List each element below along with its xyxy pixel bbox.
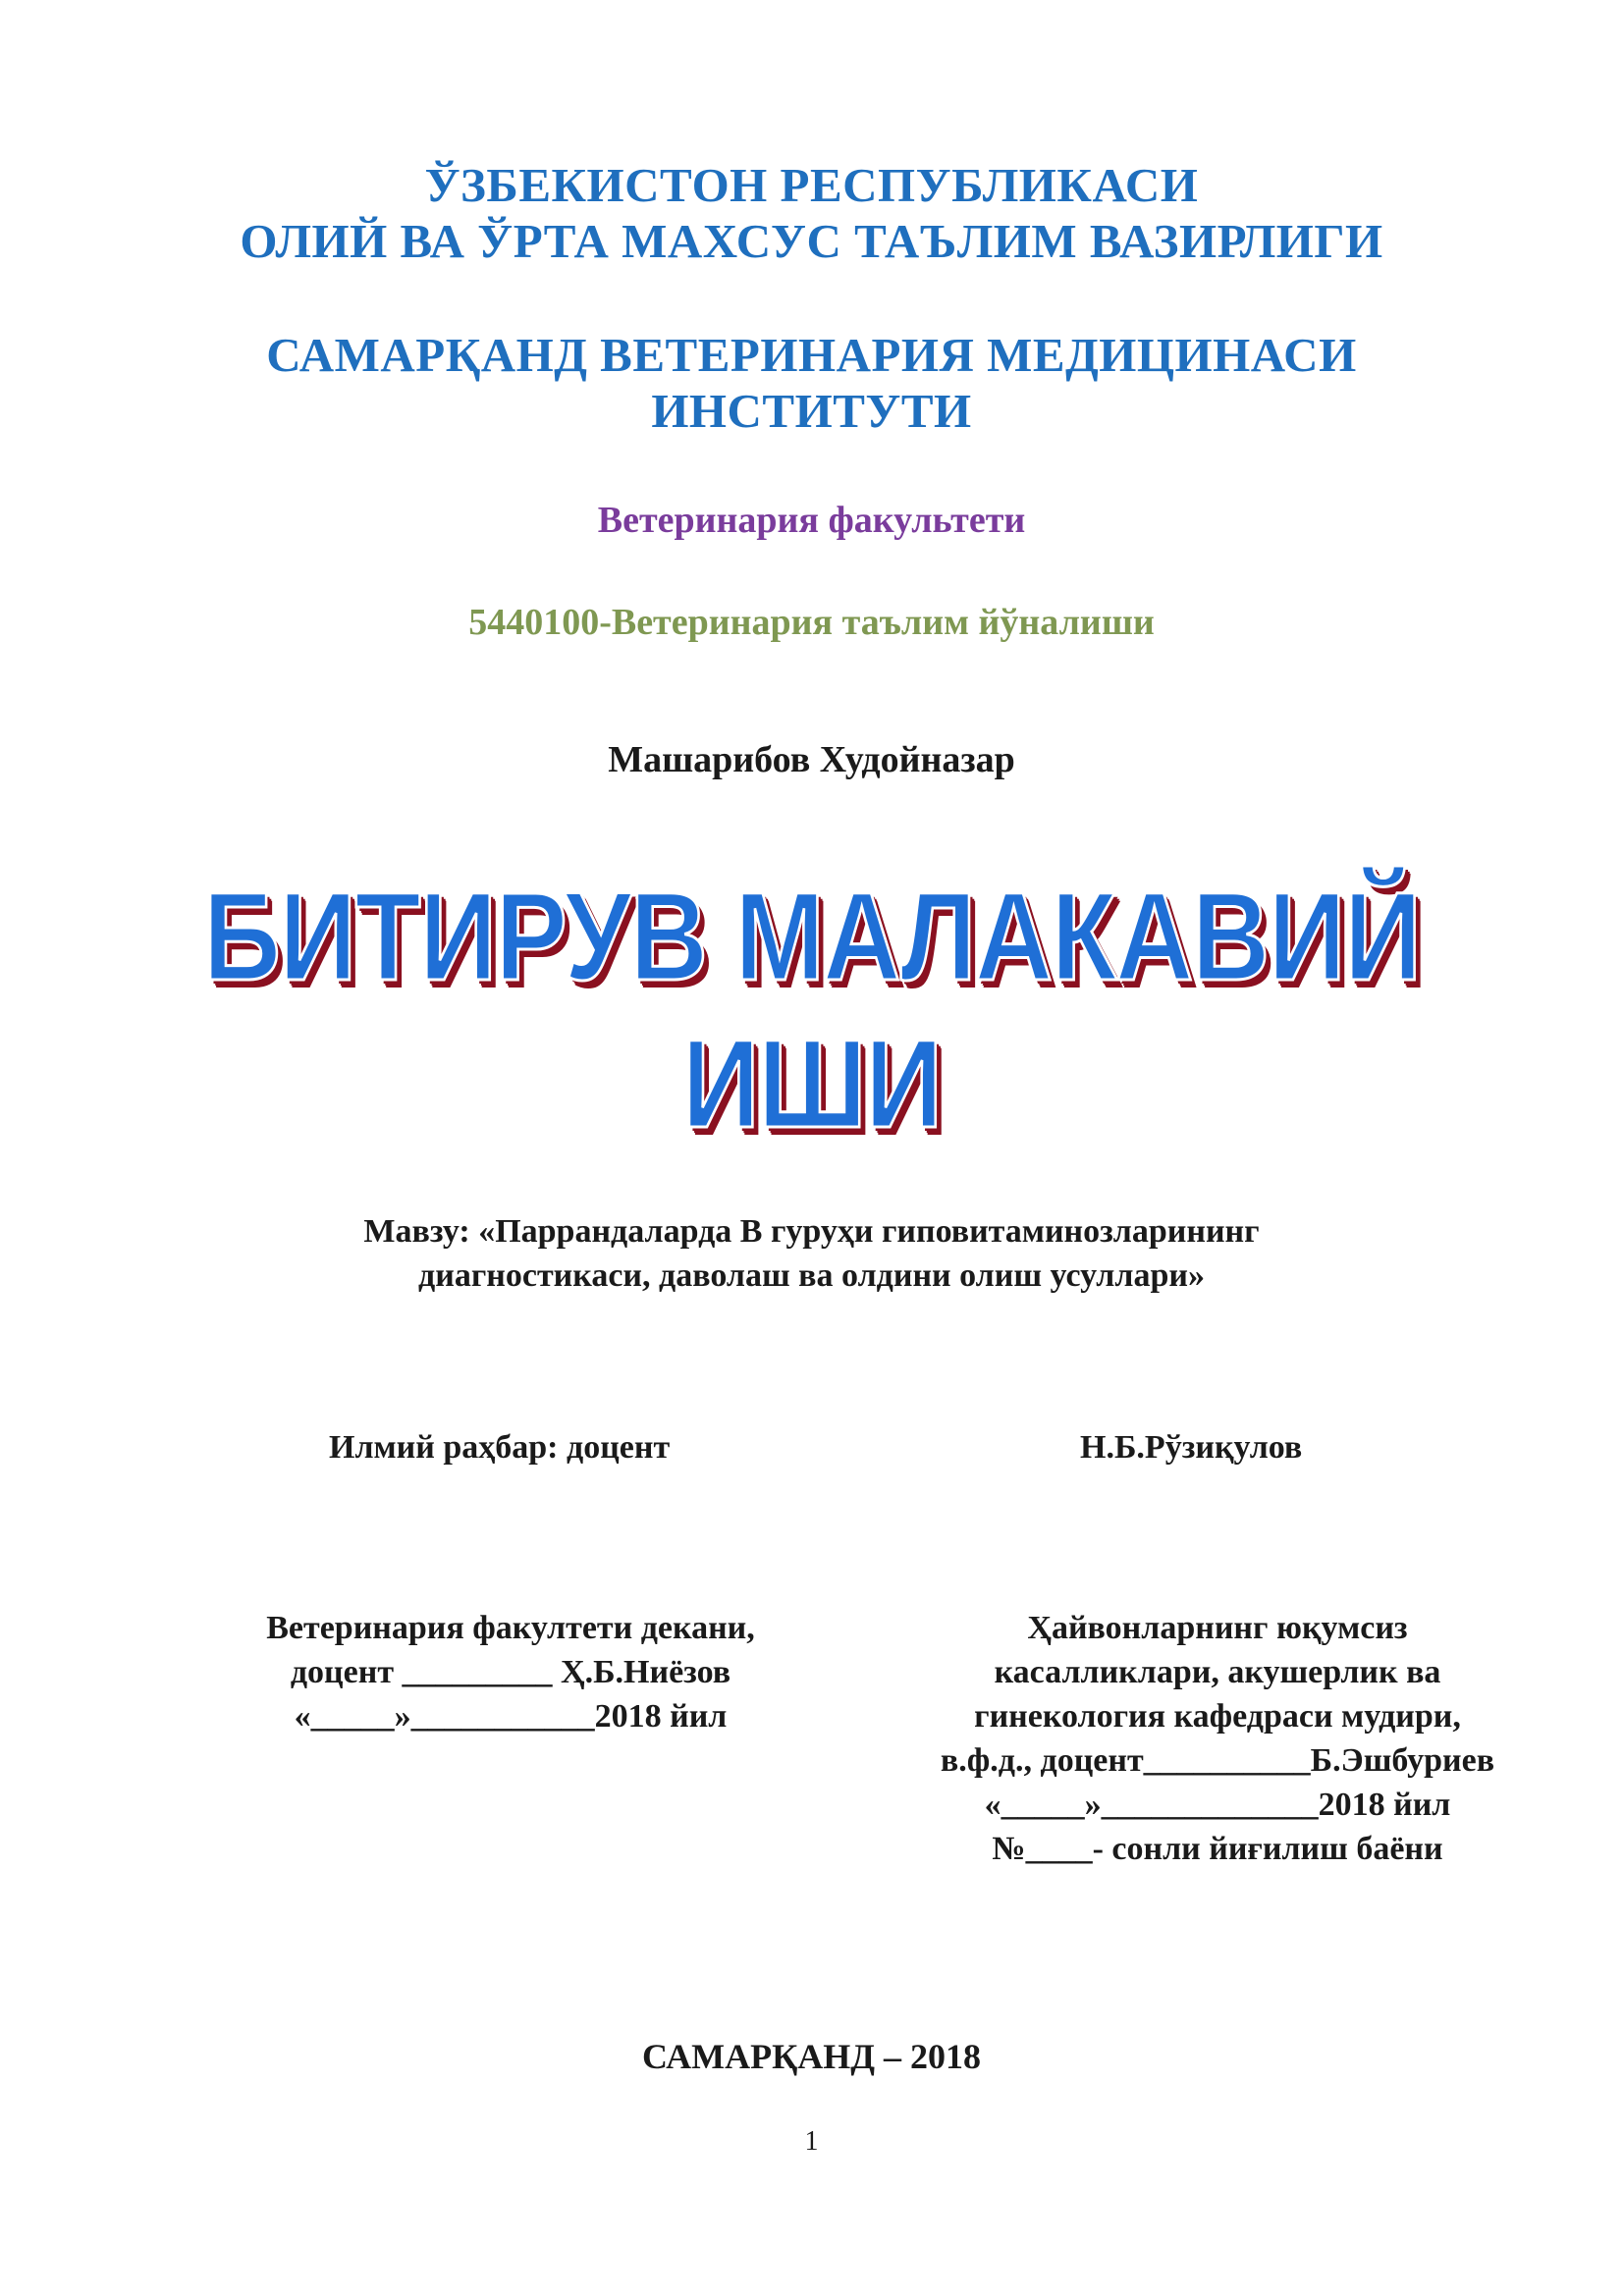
supervisor-label: Илмий раҳбар: доцент (329, 1429, 671, 1466)
faculty-name: Ветеринария факультети (597, 500, 1026, 541)
study-direction: 5440100-Ветеринария таълим йўналиши (468, 602, 1155, 643)
topic-line-1: Мавзу: «Паррандаларда В гуруҳи гиповитаминозларининг (363, 1213, 1260, 1250)
department-approval-line-2: касалликлари, акушерлик ва (994, 1654, 1441, 1690)
dean-approval-line-1: Ветеринария факултети декани, (266, 1610, 755, 1646)
page-number: 1 (804, 2126, 819, 2157)
topic-line-2: диагностикаси, даволаш ва олдини олиш усуллари» (418, 1257, 1205, 1294)
institute-line-1: САМАРҚАНД ВЕТЕРИНАРИЯ МЕДИЦИНАСИ (266, 328, 1357, 382)
institute-line-2: ИНСТИТУТИ (651, 384, 972, 438)
supervisor-name: Н.Б.Рўзиқулов (1080, 1429, 1303, 1466)
ministry-header (0, 157, 1623, 269)
department-approval (903, 1606, 1532, 1871)
dean-approval-line-2: доцент _________ Ҳ.Б.Ниёзов (290, 1654, 731, 1690)
department-approval-line-5: «_____»_____________2018 йил (984, 1787, 1451, 1823)
work-title-line-1: БИТИРУВ МАЛАКАВИЙ (202, 867, 1421, 1007)
dean-approval (226, 1606, 795, 1738)
ministry-line: ОЛИЙ ВА ЎРТА МАХСУС ТАЪЛИМ ВАЗИРЛИГИ (240, 214, 1383, 268)
department-approval-line-4: в.ф.д., доцент__________Б.Эшбуриев (940, 1742, 1495, 1779)
thesis-topic (0, 1209, 1623, 1298)
department-approval-line-3: гинекология кафедраси мудири, (974, 1698, 1461, 1735)
institute-header (0, 327, 1623, 439)
department-approval-line-6: №____- сонли йиғилиш баёни (992, 1831, 1443, 1867)
dean-approval-line-3: «_____»___________2018 йил (294, 1698, 728, 1735)
country-line: ЎЗБЕКИСТОН РЕСПУБЛИКАСИ (424, 158, 1199, 212)
work-title-line-2: ИШИ (681, 1014, 942, 1154)
work-title (114, 864, 1510, 1158)
city-year: САМАРҚАНД – 2018 (641, 2037, 982, 2076)
department-approval-line-1: Ҳайвонларнинг юқумсиз (1027, 1610, 1408, 1646)
author-name: Машарибов Худойназар (608, 739, 1015, 780)
